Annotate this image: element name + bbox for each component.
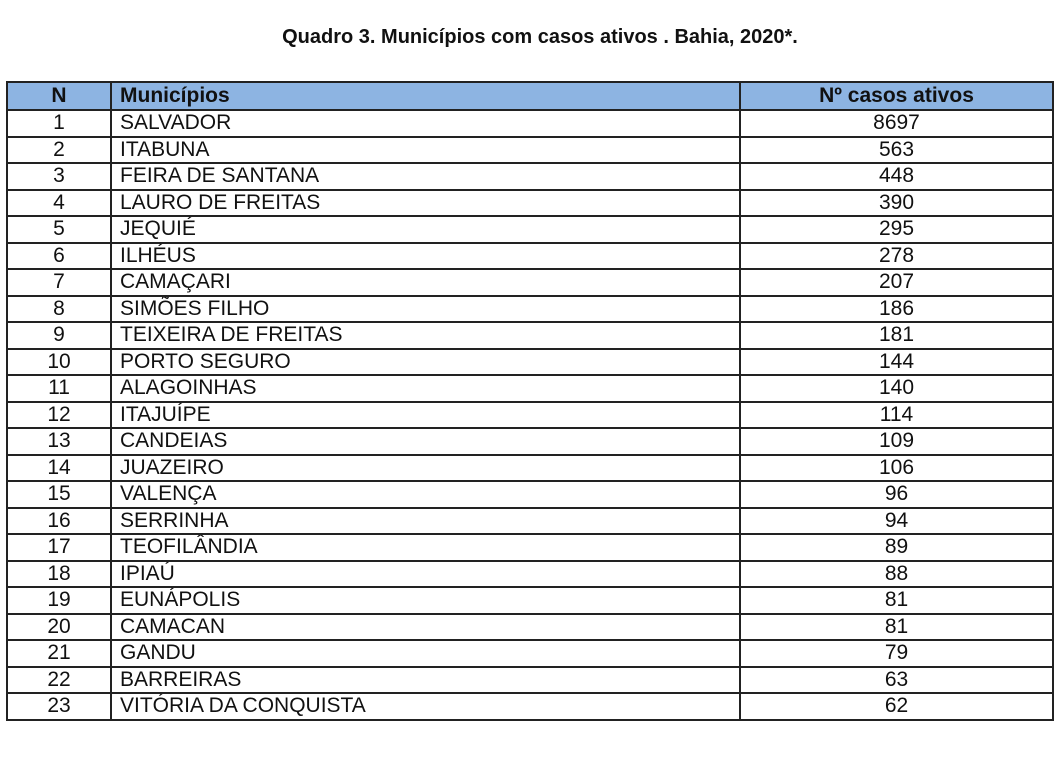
row-number-cell: 19	[7, 587, 111, 614]
table-row	[7, 110, 1053, 137]
table-row	[7, 322, 1053, 349]
table-row	[7, 693, 1053, 720]
active-cases-cell: 79	[740, 640, 1053, 667]
table-row	[7, 402, 1053, 429]
municipio-cell: VITÓRIA DA CONQUISTA	[111, 693, 740, 720]
municipio-cell: FEIRA DE SANTANA	[111, 163, 740, 190]
active-cases-cell: 448	[740, 163, 1053, 190]
row-number-cell: 20	[7, 614, 111, 641]
row-number-cell: 2	[7, 137, 111, 164]
municipio-cell: ILHÉUS	[111, 243, 740, 270]
row-number-cell: 14	[7, 455, 111, 482]
active-cases-cell: 563	[740, 137, 1053, 164]
active-cases-table	[6, 81, 1054, 721]
active-cases-cell: 295	[740, 216, 1053, 243]
municipio-cell: GANDU	[111, 640, 740, 667]
active-cases-cell: 278	[740, 243, 1053, 270]
municipio-cell: TEOFILÂNDIA	[111, 534, 740, 561]
table-row	[7, 534, 1053, 561]
active-cases-cell: 62	[740, 693, 1053, 720]
row-number-cell: 22	[7, 667, 111, 694]
active-cases-cell: 106	[740, 455, 1053, 482]
active-cases-cell: 96	[740, 481, 1053, 508]
table-row	[7, 428, 1053, 455]
active-cases-cell: 88	[740, 561, 1053, 588]
municipio-cell: CANDEIAS	[111, 428, 740, 455]
municipio-cell: CAMACAN	[111, 614, 740, 641]
row-number-cell: 17	[7, 534, 111, 561]
active-cases-cell: 114	[740, 402, 1053, 429]
row-number-cell: 6	[7, 243, 111, 270]
active-cases-cell: 181	[740, 322, 1053, 349]
table-row	[7, 481, 1053, 508]
active-cases-cell: 144	[740, 349, 1053, 376]
active-cases-cell: 94	[740, 508, 1053, 535]
table-row	[7, 137, 1053, 164]
row-number-cell: 15	[7, 481, 111, 508]
column-header-n: N	[7, 82, 111, 110]
table-row	[7, 349, 1053, 376]
active-cases-cell: 63	[740, 667, 1053, 694]
row-number-cell: 21	[7, 640, 111, 667]
table-row	[7, 508, 1053, 535]
municipio-cell: JUAZEIRO	[111, 455, 740, 482]
table-row	[7, 587, 1053, 614]
row-number-cell: 3	[7, 163, 111, 190]
row-number-cell: 11	[7, 375, 111, 402]
row-number-cell: 18	[7, 561, 111, 588]
row-number-cell: 9	[7, 322, 111, 349]
municipio-cell: EUNÁPOLIS	[111, 587, 740, 614]
row-number-cell: 16	[7, 508, 111, 535]
active-cases-cell: 109	[740, 428, 1053, 455]
table-row	[7, 455, 1053, 482]
municipio-cell: IPIAÚ	[111, 561, 740, 588]
row-number-cell: 13	[7, 428, 111, 455]
table-row	[7, 375, 1053, 402]
column-header-casos: Nº casos ativos	[740, 82, 1053, 110]
municipio-cell: CAMAÇARI	[111, 269, 740, 296]
row-number-cell: 1	[7, 110, 111, 137]
row-number-cell: 7	[7, 269, 111, 296]
municipio-cell: VALENÇA	[111, 481, 740, 508]
municipio-cell: ITAJUÍPE	[111, 402, 740, 429]
active-cases-cell: 81	[740, 614, 1053, 641]
municipio-cell: BARREIRAS	[111, 667, 740, 694]
municipio-cell: SERRINHA	[111, 508, 740, 535]
active-cases-cell: 207	[740, 269, 1053, 296]
row-number-cell: 12	[7, 402, 111, 429]
table-row	[7, 640, 1053, 667]
active-cases-cell: 140	[740, 375, 1053, 402]
row-number-cell: 10	[7, 349, 111, 376]
table-row	[7, 614, 1053, 641]
table-row	[7, 667, 1053, 694]
table-header-row	[7, 82, 1053, 110]
active-cases-cell: 186	[740, 296, 1053, 323]
table-row	[7, 561, 1053, 588]
municipio-cell: JEQUIÉ	[111, 216, 740, 243]
municipio-cell: LAURO DE FREITAS	[111, 190, 740, 217]
municipio-cell: SIMÕES FILHO	[111, 296, 740, 323]
active-cases-cell: 89	[740, 534, 1053, 561]
municipio-cell: PORTO SEGURO	[111, 349, 740, 376]
municipio-cell: ITABUNA	[111, 137, 740, 164]
table-row	[7, 216, 1053, 243]
table-row	[7, 269, 1053, 296]
table-body	[7, 110, 1053, 720]
municipio-cell: ALAGOINHAS	[111, 375, 740, 402]
row-number-cell: 4	[7, 190, 111, 217]
row-number-cell: 23	[7, 693, 111, 720]
active-cases-cell: 390	[740, 190, 1053, 217]
municipio-cell: SALVADOR	[111, 110, 740, 137]
row-number-cell: 5	[7, 216, 111, 243]
table-row	[7, 296, 1053, 323]
row-number-cell: 8	[7, 296, 111, 323]
municipio-cell: TEIXEIRA DE FREITAS	[111, 322, 740, 349]
column-header-municipio: Municípios	[111, 82, 740, 110]
table-row	[7, 190, 1053, 217]
table-row	[7, 243, 1053, 270]
active-cases-cell: 81	[740, 587, 1053, 614]
active-cases-cell: 8697	[740, 110, 1053, 137]
table-row	[7, 163, 1053, 190]
table-title: Quadro 3. Municípios com casos ativos . Bahia, 2020*.	[282, 26, 798, 48]
